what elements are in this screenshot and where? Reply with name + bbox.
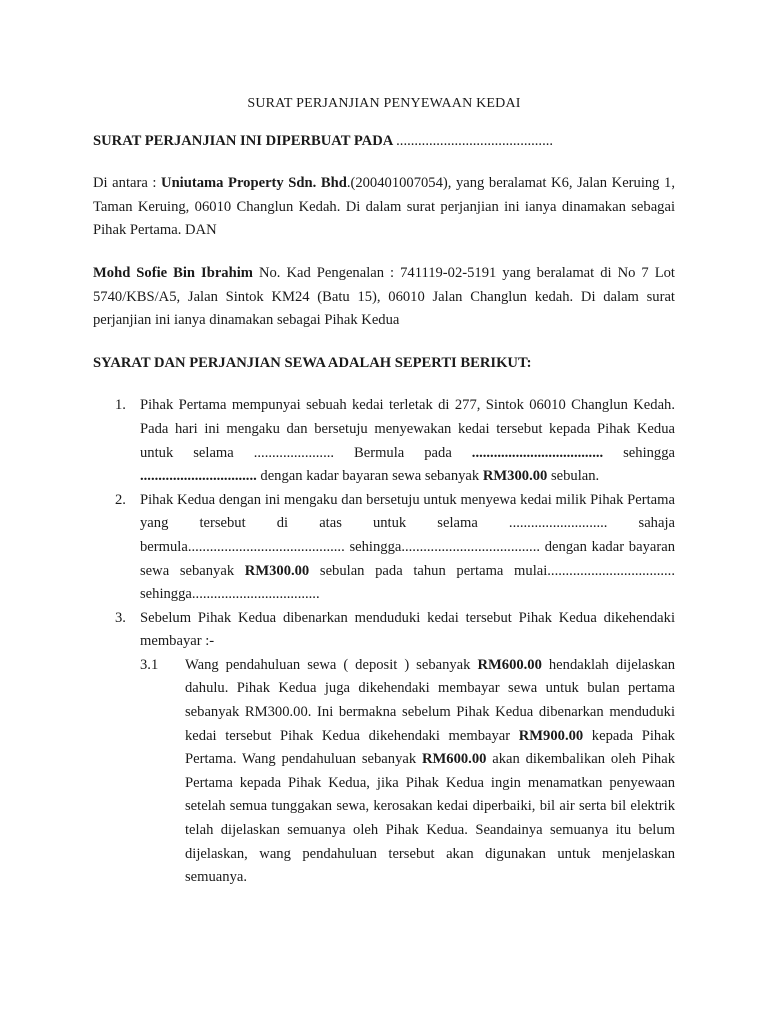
terms-heading: SYARAT DAN PERJANJIAN SEWA ADALAH SEPERTI BERIKUT: [93,354,532,371]
term-text: sebulan pada tahun pertama mulai [309,562,548,579]
term-item-2 [93,489,675,607]
terms-list [93,394,675,889]
sub-term-text: hendaklah dijelaskan dahulu. Pihak Kedua juga dikehendaki membayar sewa untuk bulan pertama sebanyak RM300.00. Ini bermakna sebelum Pihak Kedua dibenarkan menduduki kedai tersebut Pihak Kedua dikehendaki membayar [185,656,676,744]
end-date-blank: ................................ [140,468,257,485]
term-text: Pihak Kedua dengan ini mengaku dan bersetuju untuk menyewa kedai milik Pihak Pertama yang tersebut di atas untuk selama [140,491,675,532]
sub-term-number: 3.1 [140,656,159,673]
duration-blank: ........................... [508,515,608,532]
term-text: sehingga [344,538,402,555]
party-one-prefix: Di antara : [93,175,162,192]
term-text: sehingga [140,586,192,603]
start-date-blank: ........................................... [187,538,345,555]
party-one-paragraph [93,172,675,243]
term-text: dengan kadar bayaran sewa sebanyak [140,538,675,579]
document-body [93,92,675,890]
agreement-date-blank: ........................................... [396,132,554,149]
sub-term-text: akan dikembalikan oleh Pihak Pertama kepada Pihak Kedua, jika Pihak Kedua ingin menamatkan penyewaan setelah semua tunggakan sewa, kerosakan kedai diperbaiki, bil air serta bil elektrik telah dijelaskan semuanya oleh Pihak Kedua. Seandainya semuanya itu belum dijelaskan, wang pendahuluan tersebut akan digunakan untuk menjelaskan semuanya. [185,751,675,886]
sub-term-3-1 [140,654,675,890]
term-item-3 [93,607,675,890]
term-number: 1. [115,397,126,414]
term-number: 2. [115,491,126,508]
end-date-blank: ...................................... [401,538,540,555]
term-text: Pihak Pertama mempunyai sebuah kedai terletak di 277, Sintok 06010 Changlun Kedah. Pada hari ini mengaku dan bersetuju menyewakan kedai tersebut kepada Pihak Kedua untuk selama [140,397,675,461]
sub-term-text: kepada Pihak Pertama. Wang pendahuluan sebanyak [185,727,675,768]
rent-amount: RM300.00 [482,468,548,485]
term-text: Sebelum Pihak Kedua dibenarkan menduduki kedai tersebut Pihak Kedua dikehendaki membayar :- [140,609,675,650]
term-text: dengan kadar bayaran sewa sebanyak [256,468,483,485]
party-two-paragraph [93,262,675,333]
term-text: Bermula pada [334,444,472,461]
document-title: SURAT PERJANJIAN PENYEWAAN KEDAI [247,96,521,111]
party-one-details: .(200401007054), yang beralamat K6, Jalan Keruing 1, Taman Keruing, 06010 Changlun Kedah. Di dalam surat perjanjian ini ianya dinamakan sebagai Pihak Pertama. DAN [93,175,676,239]
total-payment-amount: RM900.00 [518,727,584,744]
agreement-date-line [93,130,675,154]
term-item-1 [93,394,675,488]
term-number: 3. [115,609,126,626]
party-two-details: No. Kad Pengenalan : 741119-02-5191 yang beralamat di No 7 Lot 5740/KBS/A5, Jalan Sintok KM24 (Batu 15), 06010 Jalan Changlun kedah. Di dalam surat perjanjian ini ianya dinamakan sebagai Pihak Kedua [93,264,675,329]
rent-amount: RM300.00 [244,562,310,579]
agreement-date-label: SURAT PERJANJIAN INI DIPERBUAT PADA [93,132,393,149]
first-year-end-blank: ................................... [191,586,320,603]
start-date-blank: .................................... [471,444,604,461]
duration-blank: ...................... [253,444,335,461]
party-two-name: Mohd Sofie Bin Ibrahim [93,264,253,281]
party-one-name: Uniutama Property Sdn. Bhd [161,175,347,192]
term-text: sehingga [603,444,676,461]
sub-term-text: Wang pendahuluan sewa ( deposit ) sebanyak [185,656,478,673]
term-text: sahaja bermula [140,515,675,555]
refund-amount: RM600.00 [421,751,487,768]
deposit-amount: RM600.00 [477,656,542,673]
term-text: sebulan. [547,468,600,485]
first-year-start-blank: ................................... [547,562,675,579]
